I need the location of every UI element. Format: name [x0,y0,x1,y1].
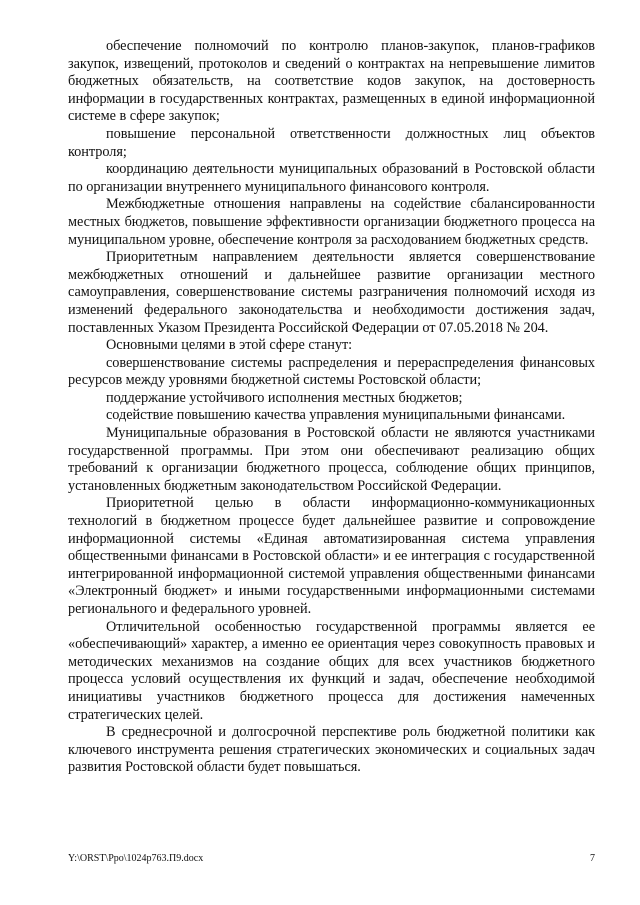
document-page [68,38,595,777]
paragraph: Приоритетной целью в области информационно-коммуникационных технологий в бюджетном процессе будет дальнейшее развитие и сопровождение информационной системы «Единая автоматизированная система управления общественными финансами в Ростовской области» и ее интеграция с государственной интегрированной информационной системой управления общественными финансами «Электронный бюджет» и иными государственными информационными системами регионального и федерального уровней. [68,495,595,617]
paragraph: Муниципальные образования в Ростовской области не являются участниками государственной программы. При этом они обеспечивают реализацию общих требований к организации бюджетного процесса, соблюдение общих принципов, установленных бюджетным законодательством Российской Федерации. [68,425,595,494]
paragraph: координацию деятельности муниципальных образований в Ростовской области по организации внутреннего муниципального финансового контроля. [68,161,595,195]
paragraph: Приоритетным направлением деятельности является совершенствование межбюджетных отношений и дальнейшее развитие организации местного самоуправления, совершенствование системы разграничения полномочий исходя из изменений федерального законодательства и необходимости достижения задач, поставленных Указом Президента Российской Федерации от 07.05.2018 № 204. [68,249,595,336]
paragraph: повышение персональной ответственности должностных лиц объектов контроля; [68,125,595,160]
paragraph: Отличительной особенностью государственной программы является ее «обеспечивающий» характер, а именно ее ориентация через совокупность правовых и методических механизмов на создание общих для всех участников бюджетного процесса условий осуществления их функций и задач, обеспечение необходимой инициативы участников бюджетного процесса для достижения намеченных стратегических целей. [68,618,595,723]
paragraph: В среднесрочной и долгосрочной перспективе роль бюджетной политики как ключевого инструмента решения стратегических экономических и социальных задач развития Ростовской области будет повышаться. [68,724,595,776]
paragraph: Межбюджетные отношения направлены на содействие сбалансированности местных бюджетов, повышение эффективности организации бюджетного процесса на муниципальном уровне, обеспечение контроля за расходованием бюджетных средств. [68,196,595,248]
file-path: Y:\ORST\Ppo\1024p763.П9.docx [68,853,204,864]
paragraph: содействие повышению качества управления муниципальными финансами. [106,407,566,424]
paragraph: обеспечение полномочий по контролю планов-закупок, планов-графиков закупок, извещений, протоколов и сведений о контрактах на непревышение лимитов бюджетных обязательств, на соответствие кодов закупок, на достоверность информации в государственных контрактах, размещенных в единой информационной системе в сфере закупок; [68,38,595,125]
paragraph: поддержание устойчивого исполнения местных бюджетов; [106,389,463,406]
paragraph: Основными целями в этой сфере станут: [106,337,353,354]
paragraph: совершенствование системы распределения и перераспределения финансовых ресурсов между уровнями бюджетной системы Ростовской области; [68,354,595,389]
page-number: 7 [590,853,595,864]
